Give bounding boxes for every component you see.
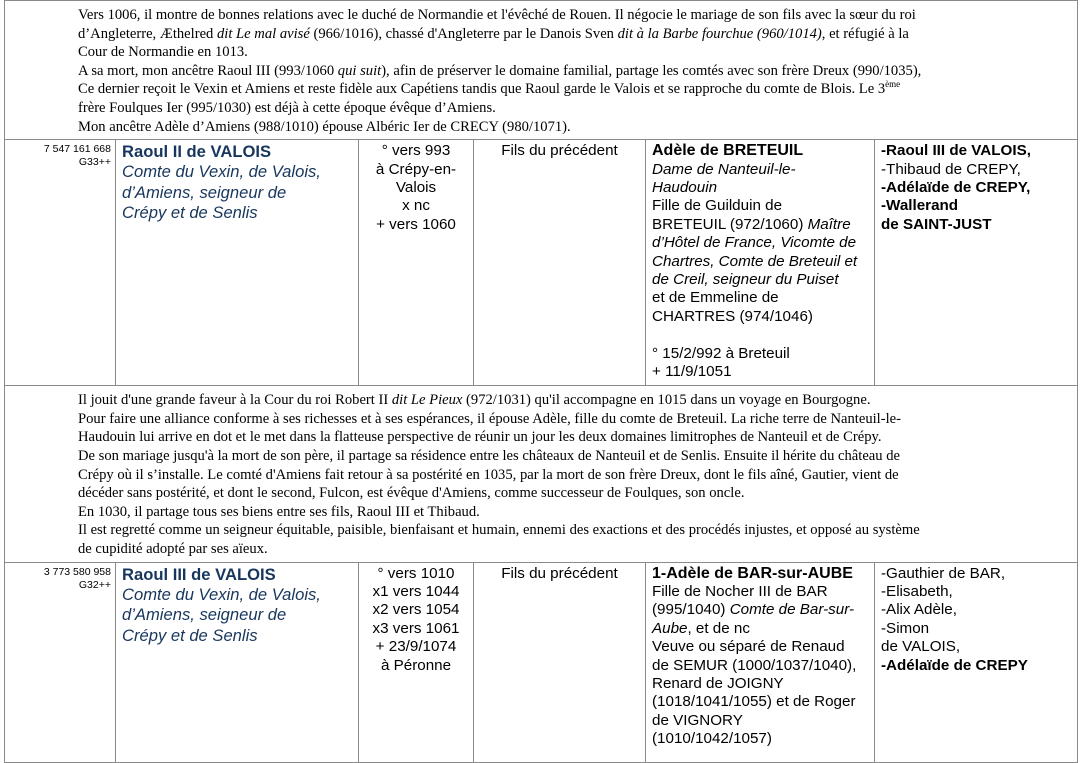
narrative-line [78,6,1071,25]
narrative-line [78,80,1071,99]
text-line [652,693,870,711]
text-run: (972/1031) qu'il accompagne en 1015 dans un voyage en Bourgogne. [462,392,871,409]
generation-code: G32++ [78,578,111,591]
text-run: de cupidité adopté par ses aïeux. [78,540,268,557]
person-title-line: Crépy et de Senlis [122,203,258,223]
text-line [881,620,1073,638]
text-run: (995/1040) [652,601,730,619]
text-run: Veuve ou séparé de Renaud [652,638,845,656]
text-run: + 11/9/1051 [652,363,732,381]
text-run: -Gauthier de BAR, [881,564,1006,582]
parent-cell [474,562,646,762]
date-line: ° vers 993 [381,142,451,160]
text-line [652,730,870,748]
text-run: (1018/1041/1055) et de Roger [652,693,856,711]
generation-code: G33++ [78,156,111,169]
text-line [652,657,870,675]
text-run: décéder sans postérité, et dont le second, Fulcon, est évêque d'Amiens, comme successeur de Foulques, son oncle. [78,485,745,502]
narrative-line [78,447,1071,466]
date-line: x nc [402,197,430,215]
narrative-line [78,428,1071,447]
text-line [652,197,870,215]
text-run: CHARTRES (974/1046) [652,307,813,325]
text-line [652,363,870,381]
text-run: dit Le Pieux [391,392,463,409]
text-line [652,216,870,234]
date-line: + 23/9/1074 [375,638,457,656]
text-line [881,657,1073,675]
entry-row-raoul-iii [5,562,1078,762]
text-line [652,712,870,730]
text-line [652,583,870,601]
narrative-line [78,484,1071,503]
narrative-line [78,391,1071,410]
sosa-number-cell [5,140,116,386]
text-line [881,142,1073,160]
text-line [652,161,870,179]
spouse-cell [646,562,875,762]
text-run: Renard de JOIGNY [652,674,784,692]
person-title-line: Comte du Vexin, de Valois, [122,162,321,182]
person-title-line: d’Amiens, seigneur de [122,182,287,202]
text-run: (966/1016), chassé d'Angleterre par le Danois Sven [309,25,618,42]
text-line [881,161,1073,179]
text-run: ° 15/2/992 à Breteuil [652,344,790,362]
narrative-line [78,540,1071,559]
text-run: frère Foulques Ier (995/1030) est déjà à cette époque évêque d’Amiens. [78,99,496,116]
text-run: Ce dernier reçoit le Vexin et Amiens et reste fidèle aux Capétiens tandis que Raoul garde le Valois et se rapproche du comte de Blois. Le 3 [78,81,886,98]
text-run: Il est regretté comme un seigneur équitable, paisible, bienfaisant et humain, ennemi des exactions et des procédés injustes, et opposé au système [78,522,920,539]
text-line [881,179,1073,197]
text-run: De son mariage jusqu'à la mort de son père, il partage sa résidence entre les châteaux de Nanteuil et de Senlis. Ensuite il hérite du château de [78,447,901,464]
narrative-line [78,99,1071,118]
sosa-number-cell [5,562,116,762]
text-run: de VIGNORY [652,711,743,729]
date-line: ° vers 1010 [377,564,455,582]
text-run: BRETEUIL (972/1060) [652,215,808,233]
parent-cell [474,140,646,386]
sosa-number: 3 773 580 958 [43,565,111,578]
text-line [652,271,870,289]
text-line [652,326,870,344]
text-run: Mon ancêtre Adèle d’Amiens (988/1010) épouse Albéric Ier de CRECY (980/1071). [78,118,571,135]
date-line: à Péronne [380,656,452,674]
text-line [881,583,1073,601]
text-line [652,234,870,252]
narrative-line [78,25,1071,44]
text-line [881,638,1073,656]
text-line [881,601,1073,619]
text-line [652,345,870,363]
text-line [652,289,870,307]
text-run: Aube [652,619,688,637]
text-run: , et de nc [687,619,750,637]
text-line [652,601,870,619]
date-line: x2 vers 1054 [372,601,460,619]
narrative-line [78,43,1071,62]
narrative-paragraph-2 [5,386,1078,562]
person-name: Raoul III de VALOIS [122,564,276,584]
entry-row-raoul-ii [5,140,1078,386]
narrative-line [78,118,1071,137]
text-line [652,565,870,583]
date-line: x1 vers 1044 [372,582,460,600]
text-run: Haudouin lui arrive en dot et le met dans la flatteuse perspective de réunir un jour les deux domaines limitrophes de Nanteuil et de Crépy. [78,429,882,446]
date-line: à Crépy-en- [375,160,457,178]
spouse-name: 1-Adèle de BAR-sur-AUBE [652,564,853,582]
narrative-line [78,521,1071,540]
person-cell [116,140,359,386]
text-line [652,179,870,197]
text-run: ), afin de préserver le domaine familial, partage les comtés avec son frère Dreux (990/1035), [381,62,922,79]
narrative-paragraph-1 [5,1,1078,140]
text-run: Dame de Nanteuil-le- [652,160,796,178]
date-line: + vers 1060 [376,215,456,233]
text-run: (1010/1042/1057) [652,730,772,748]
text-run: de VALOIS, [881,638,961,656]
text-run: dit Le mal avisé [217,25,310,42]
narrative-line [78,466,1071,485]
text-run: -Adélaïde de CREPY [881,656,1028,674]
person-name: Raoul II de VALOIS [122,142,272,162]
text-run: de SEMUR (1000/1037/1040), [652,656,857,674]
text-run: Haudouin [652,178,718,196]
text-run: -Alix Adèle, [881,601,957,619]
person-title-line: d’Amiens, seigneur de [122,605,287,624]
children-cell [875,562,1078,762]
narrative-line [78,503,1071,522]
dates-cell [359,562,474,762]
text-run: -Wallerand [881,197,959,215]
spouse-name: Adèle de BRETEUIL [652,142,804,160]
text-run: Il jouit d'une grande faveur à la Cour du roi Robert II [78,392,392,409]
text-run: ème [885,79,901,90]
person-title-line: Crépy et de Senlis [122,625,258,645]
text-run: Chartres, Comte de Breteuil et [652,252,858,270]
narrative-line [78,62,1071,81]
text-run: Vers 1006, il montre de bonnes relations avec le duché de Normandie et l'évêché de Rouen. Il négocie le mariage de son fils avec la sœur du roi [78,7,916,23]
text-run: Fille de Guilduin de [652,197,783,215]
genealogy-table [4,0,1078,763]
text-run: Maître [807,215,851,233]
text-run: -Elisabeth, [881,582,953,600]
text-run: -Raoul III de VALOIS, [881,142,1031,160]
date-line: Valois [395,178,437,196]
text-run: A sa mort, mon ancêtre Raoul III (993/1060 [78,62,338,79]
text-run: de SAINT-JUST [881,215,992,233]
text-line [652,142,870,160]
spouse-cell [646,140,875,386]
narrative-line [78,410,1071,429]
children-cell [875,140,1078,386]
text-run: d’Angleterre, Æthelred [78,25,217,42]
text-run: -Thibaud de CREPY, [881,160,1021,178]
text-line [652,308,870,326]
text-run: d’Hôtel de France, Vicomte de [652,234,857,252]
text-run: Comte de Bar-sur- [729,601,855,619]
text-line [652,638,870,656]
sosa-number: 7 547 161 668 [43,143,111,156]
text-run: -Simon [881,619,930,637]
text-run: de Creil, seigneur du Puiset [652,271,839,288]
text-run: En 1030, il partage tous ses biens entre ses fils, Raoul III et Thibaud. [78,503,480,520]
parent-text: Fils du précédent [501,564,618,582]
text-line [881,565,1073,583]
text-run: Fille de Nocher III de BAR [652,582,828,600]
text-line [652,253,870,271]
dates-cell [359,140,474,386]
text-line [881,197,1073,215]
parent-text: Fils du précédent [501,142,618,160]
text-run: et de Emmeline de [652,289,779,307]
text-line [652,620,870,638]
text-line [881,216,1073,234]
text-run: Cour de Normandie en 1013. [78,44,248,61]
text-line [652,675,870,693]
text-run: Crépy où il s’installe. Le comté d'Amiens fait retour à sa postérité en 1035, par la mort de son frère Dreux, dont le fils aîné, Gautier, vient de [78,466,899,483]
text-run: Pour faire une alliance conforme à ses richesses et à ses espérances, il épouse Adèle, fille du comte de Breteuil. La riche terre de Nanteuil-le- [78,410,901,427]
text-run: dit à la Barbe fourchue (960/1014) [617,25,822,42]
text-run: -Adélaïde de CREPY, [881,178,1031,196]
person-cell [116,562,359,762]
person-title-line: Comte du Vexin, de Valois, [122,584,321,604]
text-run: , et réfugié à la [821,25,909,42]
date-line: x3 vers 1061 [372,619,460,637]
text-run: qui suit [337,62,382,79]
